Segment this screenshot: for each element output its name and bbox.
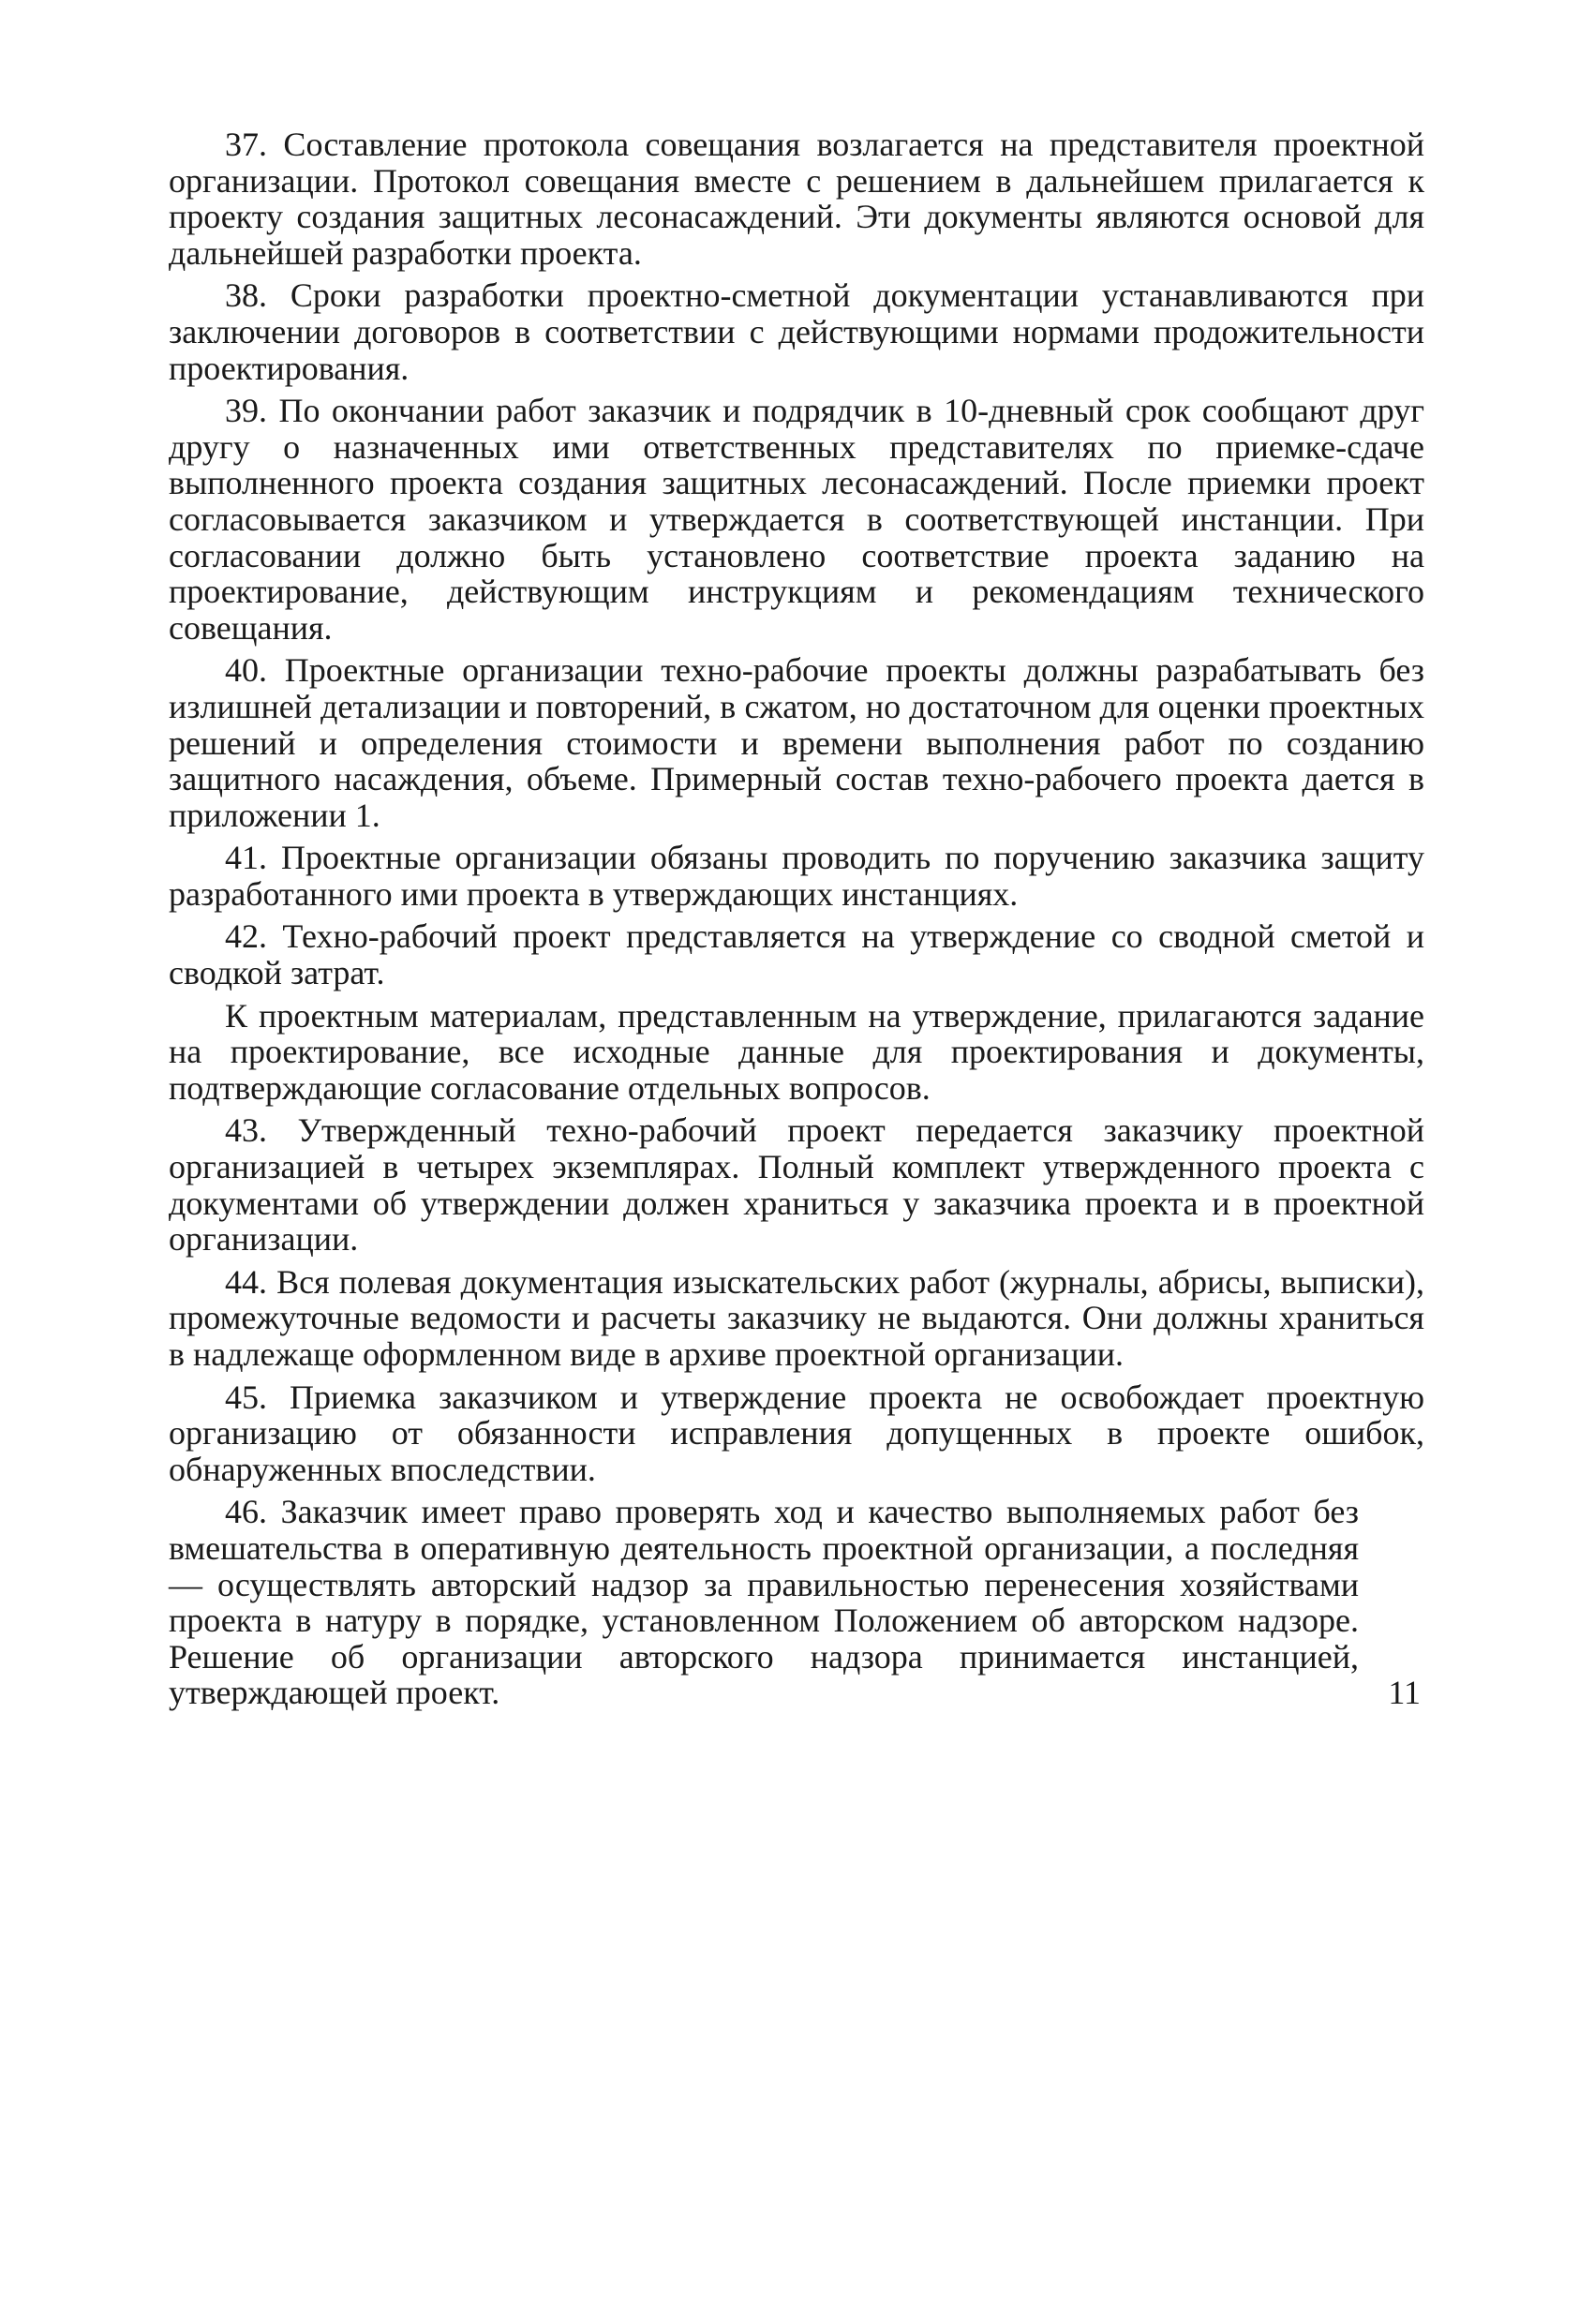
- paragraph-46: 46. Заказчик имеет право проверять ход и качество выполняемых работ без вмешательства в оперативную деятельность проектной организации, а последняя — осуществлять авторский надзор за правильностью перенесения хозяйствами проекта в натуру в порядке, установленном Положением об авторском надзоре. Решение об организации авторского надзора принимается инстанцией, утверждающей проект.: [169, 1493, 1359, 1712]
- final-paragraph-row: [169, 1494, 1424, 1711]
- paragraph-37: 37. Составление протокола совещания возлагается на представителя проектной организации. Протокол совещания вместе с решением в дальнейшем прилагается к проекту создания защитных лесонасаждений. Эти документы являются основой для дальнейшей разработки проекта.: [169, 126, 1424, 272]
- paragraph-42-continuation: К проектным материалам, представленным на утверждение, прилагаются задание на проектирование, все исходные данные для проектирования и документы, подтверждающие согласование отдельных вопросов.: [169, 996, 1424, 1107]
- paragraph-38: 38. Сроки разработки проектно-сметной документации устанавливаются при заключении договоров в соответствии с действующими нормами продожительности проектирования.: [169, 276, 1424, 387]
- paragraph-40: 40. Проектные организации техно-рабочие проекты должны разрабатывать без излишней детализации и повторений, в сжатом, но достаточном для оценки проектных решений и определения стоимости и времени выполнения работ по созданию защитного насаждения, объеме. Примерный состав техно-рабочего проекта дается в приложении 1.: [169, 651, 1424, 834]
- paragraph-42: 42. Техно-рабочий проект представляется на утверждение со сводной сметой и сводкой затрат.: [169, 917, 1424, 992]
- paragraph-41: 41. Проектные организации обязаны проводить по поручению заказчика защиту разработанного ими проекта в утверждающих инстанциях.: [169, 839, 1424, 913]
- document-page: [169, 127, 1424, 1718]
- paragraph-44: 44. Вся полевая документация изыскательских работ (журналы, абрисы, выписки), промежуточные ведомости и расчеты заказчику не выдаются. Они должны храниться в надлежаще оформленном виде в архиве проектной организации.: [169, 1262, 1424, 1373]
- paragraph-45: 45. Приемка заказчиком и утверждение проекта не освобождает проектную организацию от обязанности исправления допущенных в проекте ошибок, обнаруженных впоследствии.: [169, 1378, 1424, 1488]
- paragraph-43: 43. Утвержденный техно-рабочий проект передается заказчику проектной организацией в четырех экземплярах. Полный комплект утвержденного проекта с документами об утверждении должен храниться у заказчика проекта и в проектной организации.: [169, 1111, 1424, 1259]
- paragraph-39: 39. По окончании работ заказчик и подрядчик в 10-дневный срок сообщают друг другу о назначенных ими ответственных представителях по приемке-сдаче выполненного проекта создания защитных лесонасаждений. После приемки проект согласовывается заказчиком и утверждается в соответствующей инстанции. При согласовании должно быть установлено соответствие проекта заданию на проектирование, действующим инструкциям и рекомендациям технического совещания.: [169, 392, 1424, 647]
- page-number: 11: [1388, 1674, 1421, 1712]
